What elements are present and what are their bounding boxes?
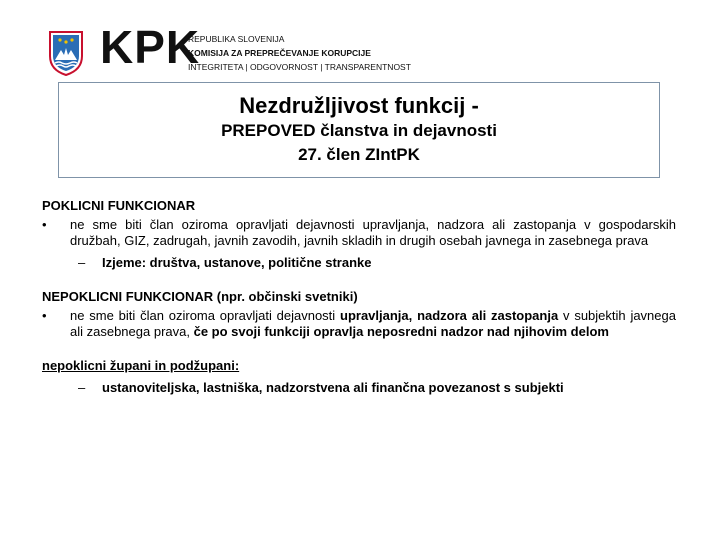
slide-article-reference: 27. člen ZIntPK xyxy=(298,145,420,164)
section-heading-zupani: nepoklicni župani in podžupani: xyxy=(42,358,240,373)
bullet-text: ne sme biti član oziroma opravljati dejavnosti upravljanja, nadzora ali zastopanja v gospodarskih družbah, GIZ, zadrugah, javnih zavodih, javnih skladih in drugih osebah javnega in zasebnega prava xyxy=(70,217,676,248)
logo-line-values: INTEGRITETA | ODGOVORNOST | TRANSPARENTNOST xyxy=(188,62,411,72)
bullet-nepoklicni xyxy=(42,308,676,340)
dash-marker: – xyxy=(78,380,86,395)
dash-marker: – xyxy=(78,255,86,270)
slide-body xyxy=(42,198,676,396)
bullet-marker: • xyxy=(42,217,47,232)
sub-bullet-zupani xyxy=(42,380,676,396)
sub-bullet-text: Izjeme: društva, ustanove, politične stranke xyxy=(102,255,372,270)
logo-text xyxy=(188,32,411,74)
bullet-text-emphasis: če po svoji funkciji opravlja neposredni nadzor nad njihovim delom xyxy=(193,324,609,339)
bullet-text-emphasis: upravljanja, nadzora ali zastopanja xyxy=(340,308,559,323)
section-heading-poklicni: POKLICNI FUNKCIONAR xyxy=(42,198,196,213)
slovenian-coat-of-arms-icon xyxy=(48,30,84,76)
bullet-text-part: v subjektih javnega ali zasebnega prava, xyxy=(70,308,676,339)
slide-title-box xyxy=(58,82,660,178)
bullet-text-part: ne sme biti član oziroma opravljati dejavnosti xyxy=(70,308,340,323)
logo-letters: KPK xyxy=(100,21,201,73)
slide-subtitle: PREPOVED članstva in dejavnosti xyxy=(221,121,497,140)
kpk-logo xyxy=(48,21,448,78)
logo-line-commission: KOMISIJA ZA PREPREČEVANJE KORUPCIJE xyxy=(188,48,371,58)
section-heading-nepoklicni: NEPOKLICNI FUNKCIONAR (npr. občinski svetniki) xyxy=(42,289,358,304)
logo-line-republic: REPUBLIKA SLOVENIJA xyxy=(188,34,285,44)
slide-title: Nezdružljivost funkcij - xyxy=(239,93,479,118)
bullet-marker: • xyxy=(42,308,47,323)
sub-bullet-izjeme xyxy=(42,255,676,271)
bullet-poklicni xyxy=(42,217,676,249)
sub-bullet-text: ustanoviteljska, lastniška, nadzorstvena ali finančna povezanost s subjekti xyxy=(102,380,564,395)
